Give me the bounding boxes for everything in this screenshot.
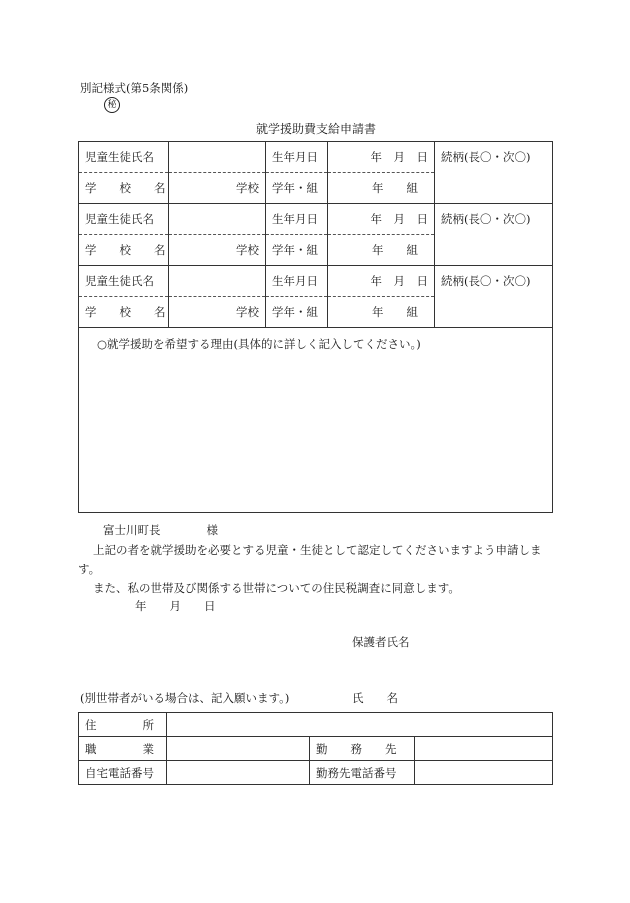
birth-field[interactable]: 年 月 日	[328, 142, 435, 173]
request-text-line2: す。	[78, 562, 101, 576]
student-name-field[interactable]	[169, 266, 266, 297]
grade-field[interactable]: 年 組	[328, 297, 435, 328]
occupation-field[interactable]	[167, 737, 310, 761]
form-label: 別記様式(第5条関係)	[80, 81, 189, 95]
grade-label: 学年・組	[266, 297, 328, 328]
student-name-field[interactable]	[169, 142, 266, 173]
work-phone-field[interactable]	[415, 761, 553, 785]
work-phone-label: 勤務先電話番号	[310, 761, 415, 785]
grade-field[interactable]: 年 組	[328, 173, 435, 204]
separate-household-table	[78, 712, 553, 785]
guardian-name-label: 保護者氏名	[352, 635, 410, 649]
student-name-label: 児童生徒氏名	[79, 204, 169, 235]
school-field[interactable]: 学校	[169, 235, 266, 266]
school-label: 学 校 名	[79, 235, 169, 266]
address-field[interactable]	[167, 713, 553, 737]
relation-field[interactable]: 続柄(長〇・次〇)	[435, 204, 553, 266]
grade-field[interactable]: 年 組	[328, 235, 435, 266]
birth-field[interactable]: 年 月 日	[328, 266, 435, 297]
relation-field[interactable]: 続柄(長〇・次〇)	[435, 142, 553, 204]
school-label: 学 校 名	[79, 173, 169, 204]
reason-field[interactable]: ○就学援助を希望する理由(具体的に詳しく記入してください。)	[79, 328, 553, 513]
grade-label: 学年・組	[266, 235, 328, 266]
workplace-label: 勤 務 先	[310, 737, 415, 761]
separate-household-note: (別世帯者がいる場合は、記入願います。)	[80, 691, 290, 705]
student-row-2-name	[79, 204, 553, 235]
home-phone-label: 自宅電話番号	[79, 761, 167, 785]
occupation-row	[79, 737, 553, 761]
student-row-3-name	[79, 266, 553, 297]
home-phone-field[interactable]	[167, 761, 310, 785]
address-label: 住 所	[79, 713, 167, 737]
student-row-1-name	[79, 142, 553, 173]
student-name-label: 児童生徒氏名	[79, 266, 169, 297]
school-label: 学 校 名	[79, 297, 169, 328]
workplace-field[interactable]	[415, 737, 553, 761]
request-text-line1: 上記の者を就学援助を必要とする児童・生徒として認定してくださいますよう申請しま	[93, 543, 542, 557]
consent-text: また、私の世帯及び関係する世帯についての住民税調査に同意します。	[93, 581, 460, 595]
birth-label: 生年月日	[266, 266, 328, 297]
separate-name-label: 氏 名	[352, 691, 398, 705]
address-row	[79, 713, 553, 737]
grade-label: 学年・組	[266, 173, 328, 204]
birth-field[interactable]: 年 月 日	[328, 204, 435, 235]
page-title: 就学援助費支給申請書	[256, 122, 377, 136]
student-table	[78, 141, 553, 513]
student-name-field[interactable]	[169, 204, 266, 235]
school-field[interactable]: 学校	[169, 173, 266, 204]
school-field[interactable]: 学校	[169, 297, 266, 328]
recipient: 富士川町長 様	[103, 523, 218, 537]
phone-row	[79, 761, 553, 785]
occupation-label: 職 業	[79, 737, 167, 761]
birth-label: 生年月日	[266, 204, 328, 235]
student-name-label: 児童生徒氏名	[79, 142, 169, 173]
relation-field[interactable]: 続柄(長〇・次〇)	[435, 266, 553, 328]
confidential-seal: 秘	[104, 97, 120, 113]
birth-label: 生年月日	[266, 142, 328, 173]
application-date[interactable]: 年 月 日	[135, 599, 216, 613]
